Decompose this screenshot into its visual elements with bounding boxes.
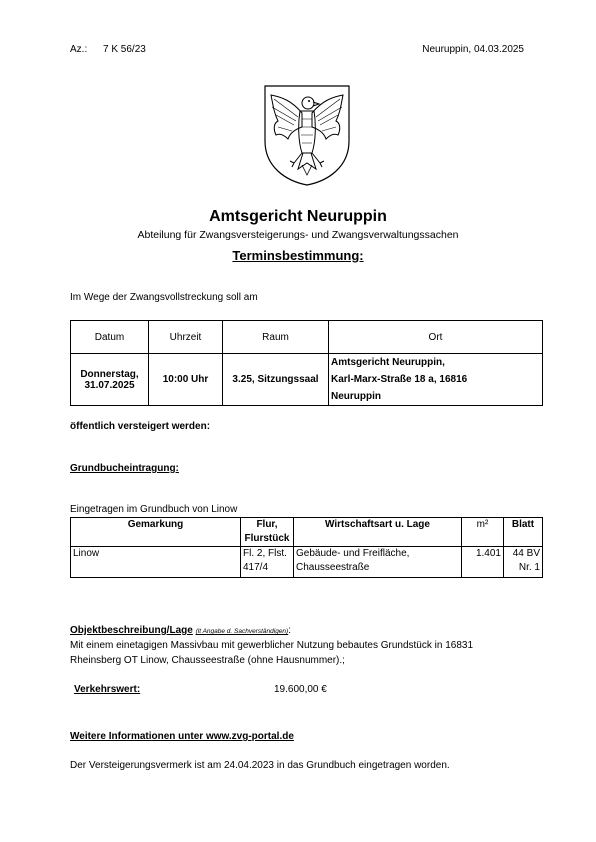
appointment-date — [71, 354, 149, 406]
registration-note: Der Versteigerungsvermerk ist am 24.04.2023 in das Grundbuch eingetragen worden. — [70, 760, 450, 771]
market-value: 19.600,00 € — [274, 684, 327, 695]
column-header-blatt: Blatt — [504, 518, 543, 547]
place-line: Neuruppin — [331, 391, 381, 402]
object-description — [70, 638, 530, 668]
column-header-room: Raum — [223, 321, 329, 354]
land-register-heading: Grundbucheintragung: — [70, 463, 179, 474]
column-header-gemarkung: Gemarkung — [71, 518, 241, 547]
table-row — [71, 547, 543, 578]
land-register-note: Eingetragen im Grundbuch von Linow — [70, 504, 238, 515]
column-header-place: Ort — [329, 321, 543, 354]
cell-area: 1.401 — [462, 547, 504, 578]
table-row — [71, 354, 543, 406]
cell-wirtschaftsart — [294, 547, 462, 578]
court-name: Amtsgericht Neuruppin — [209, 208, 387, 225]
cell-line: 417/4 — [243, 562, 269, 573]
column-header-time: Uhrzeit — [149, 321, 223, 354]
object-heading-label: Objektbeschreibung/Lage — [70, 625, 193, 636]
cell-blatt — [504, 547, 543, 578]
cell-line: Chausseestraße — [296, 562, 370, 573]
market-value-label: Verkehrswert: — [74, 684, 141, 695]
court-department: Abteilung für Zwangsversteigerungs- und Zwangsverwaltungssachen — [137, 229, 459, 241]
file-number: 7 K 56/23 — [103, 44, 146, 55]
place-line: Amtsgericht Neuruppin, — [331, 357, 445, 368]
header-line: Flur, — [256, 519, 278, 530]
place-date: Neuruppin, 04.03.2025 — [422, 44, 524, 55]
header-line: Flurstück — [244, 533, 290, 544]
cell-line: Nr. 1 — [518, 562, 540, 573]
object-heading — [70, 625, 291, 636]
object-source-note: (lt Angabe d. Sachverständigen) — [195, 628, 289, 635]
object-heading-colon: : — [288, 625, 291, 636]
more-info-link[interactable]: Weitere Informationen unter www.zvg-portal.de — [70, 731, 294, 742]
column-header-flur — [241, 518, 294, 547]
cell-line: Gebäude- und Freifläche, — [296, 548, 410, 559]
eagle-coat-of-arms-icon — [262, 83, 352, 187]
cell-gemarkung: Linow — [71, 547, 241, 578]
document-title: Terminsbestimmung: — [232, 248, 364, 263]
cell-line: Fl. 2, Flst. — [243, 548, 287, 559]
appointment-time: 10:00 Uhr — [149, 354, 223, 406]
auction-statement: öffentlich versteigert werden: — [70, 421, 211, 432]
intro-text: Im Wege der Zwangsvollstreckung soll am — [70, 292, 258, 303]
cell-flur — [241, 547, 294, 578]
description-line: Rheinsberg OT Linow, Chausseestraße (ohne Hausnummer).; — [70, 655, 345, 666]
column-header-area: m² — [462, 518, 504, 547]
appointment-weekday: Donnerstag, — [80, 368, 139, 380]
table-header-row — [71, 518, 543, 547]
cell-line: 44 BV — [512, 548, 540, 559]
appointment-room: 3.25, Sitzungssaal — [223, 354, 329, 406]
column-header-date: Datum — [71, 321, 149, 354]
land-register-table — [70, 517, 543, 578]
description-line: Mit einem einetagigen Massivbau mit gewerblicher Nutzung bebautes Grundstück in 16831 — [70, 640, 474, 651]
appointment-table — [70, 320, 543, 406]
file-number-label: Az.: — [70, 44, 88, 55]
table-header-row — [71, 321, 543, 354]
appointment-date-value: 31.07.2025 — [84, 379, 135, 391]
column-header-wirtschaftsart: Wirtschaftsart u. Lage — [294, 518, 462, 547]
place-line: Karl-Marx-Straße 18 a, 16816 — [331, 374, 468, 385]
appointment-place — [329, 354, 543, 406]
